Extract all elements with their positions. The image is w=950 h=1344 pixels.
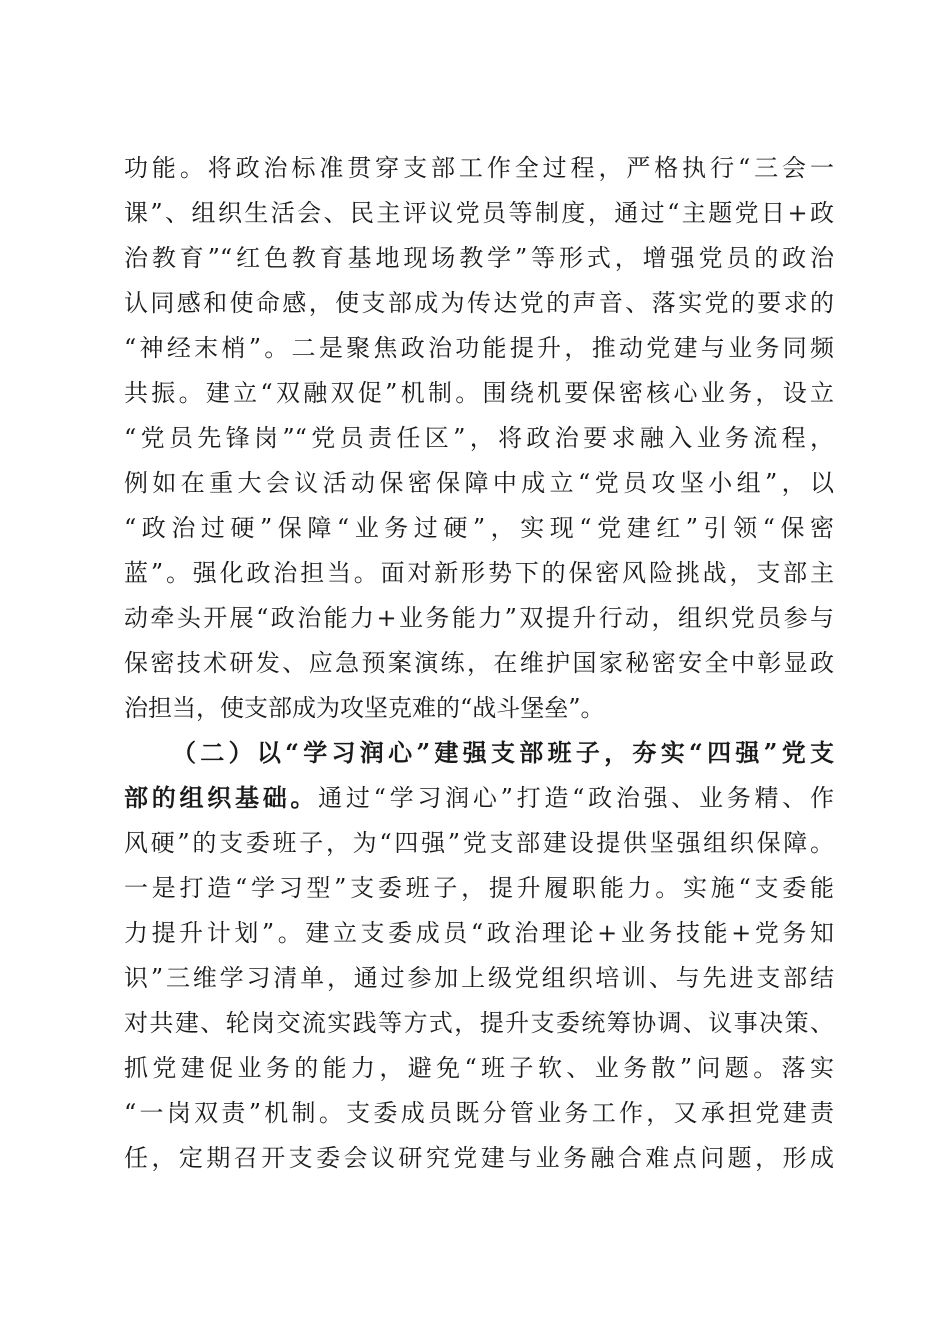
text-line: 课”、组织生活会、民主评议党员等制度，通过“主题党日+政 <box>124 199 834 227</box>
text-line: 一是打造“学习型”支委班子，提升履职能力。实施“支委能 <box>124 874 834 902</box>
text-line: 任，定期召开支委会议研究党建与业务融合难点问题，形成 <box>124 1144 834 1172</box>
section-heading-continued: 部的组织基础。 <box>124 783 319 812</box>
text-line: “一岗双责”机制。支委成员既分管业务工作，又承担党建责 <box>124 1099 834 1127</box>
text-line: “神经末梢”。二是聚焦政治功能提升，推动党建与业务同频 <box>124 334 834 362</box>
text-line: 共振。建立“双融双促”机制。围绕机要保密核心业务，设立 <box>124 379 834 407</box>
text-line: 认同感和使命感，使支部成为传达党的声音、落实党的要求的 <box>124 289 834 317</box>
text-line: 识”三维学习清单，通过参加上级党组织培训、与先进支部结 <box>124 964 834 992</box>
text-segment: 通过“学习润心”打造“政治强、业务精、作 <box>318 784 835 812</box>
text-line-mixed <box>124 778 834 818</box>
section-heading: （二）以“学习润心”建强支部班子，夯实“四强”党支 <box>172 738 834 767</box>
text-line: 治教育”“红色教育基地现场教学”等形式，增强党员的政治 <box>124 244 834 272</box>
text-line: 动牵头开展“政治能力+业务能力”双提升行动，组织党员参与 <box>124 604 834 632</box>
text-line: 抓党建促业务的能力，避免“班子软、业务散”问题。落实 <box>124 1054 834 1082</box>
text-line: “政治过硬”保障“业务过硬”，实现“党建红”引领“保密 <box>124 514 834 542</box>
text-line: 治担当，使支部成为攻坚克难的“战斗堡垒”。 <box>124 694 605 722</box>
text-line: 蓝”。强化政治担当。面对新形势下的保密风险挑战，支部主 <box>124 559 834 587</box>
text-line: 保密技术研发、应急预案演练，在维护国家秘密安全中彰显政 <box>124 649 834 677</box>
text-line: 力提升计划”。建立支委成员“政治理论+业务技能+党务知 <box>124 919 834 947</box>
text-line: 例如在重大会议活动保密保障中成立“党员攻坚小组”，以 <box>124 469 834 497</box>
text-line: 功能。将政治标准贯穿支部工作全过程，严格执行“三会一 <box>124 154 834 182</box>
text-line: “党员先锋岗”“党员责任区”，将政治要求融入业务流程， <box>124 424 834 452</box>
text-line: 风硬”的支委班子，为“四强”党支部建设提供坚强组织保障。 <box>124 829 834 857</box>
text-line: 对共建、轮岗交流实践等方式，提升支委统筹协调、议事决策、 <box>124 1009 834 1037</box>
